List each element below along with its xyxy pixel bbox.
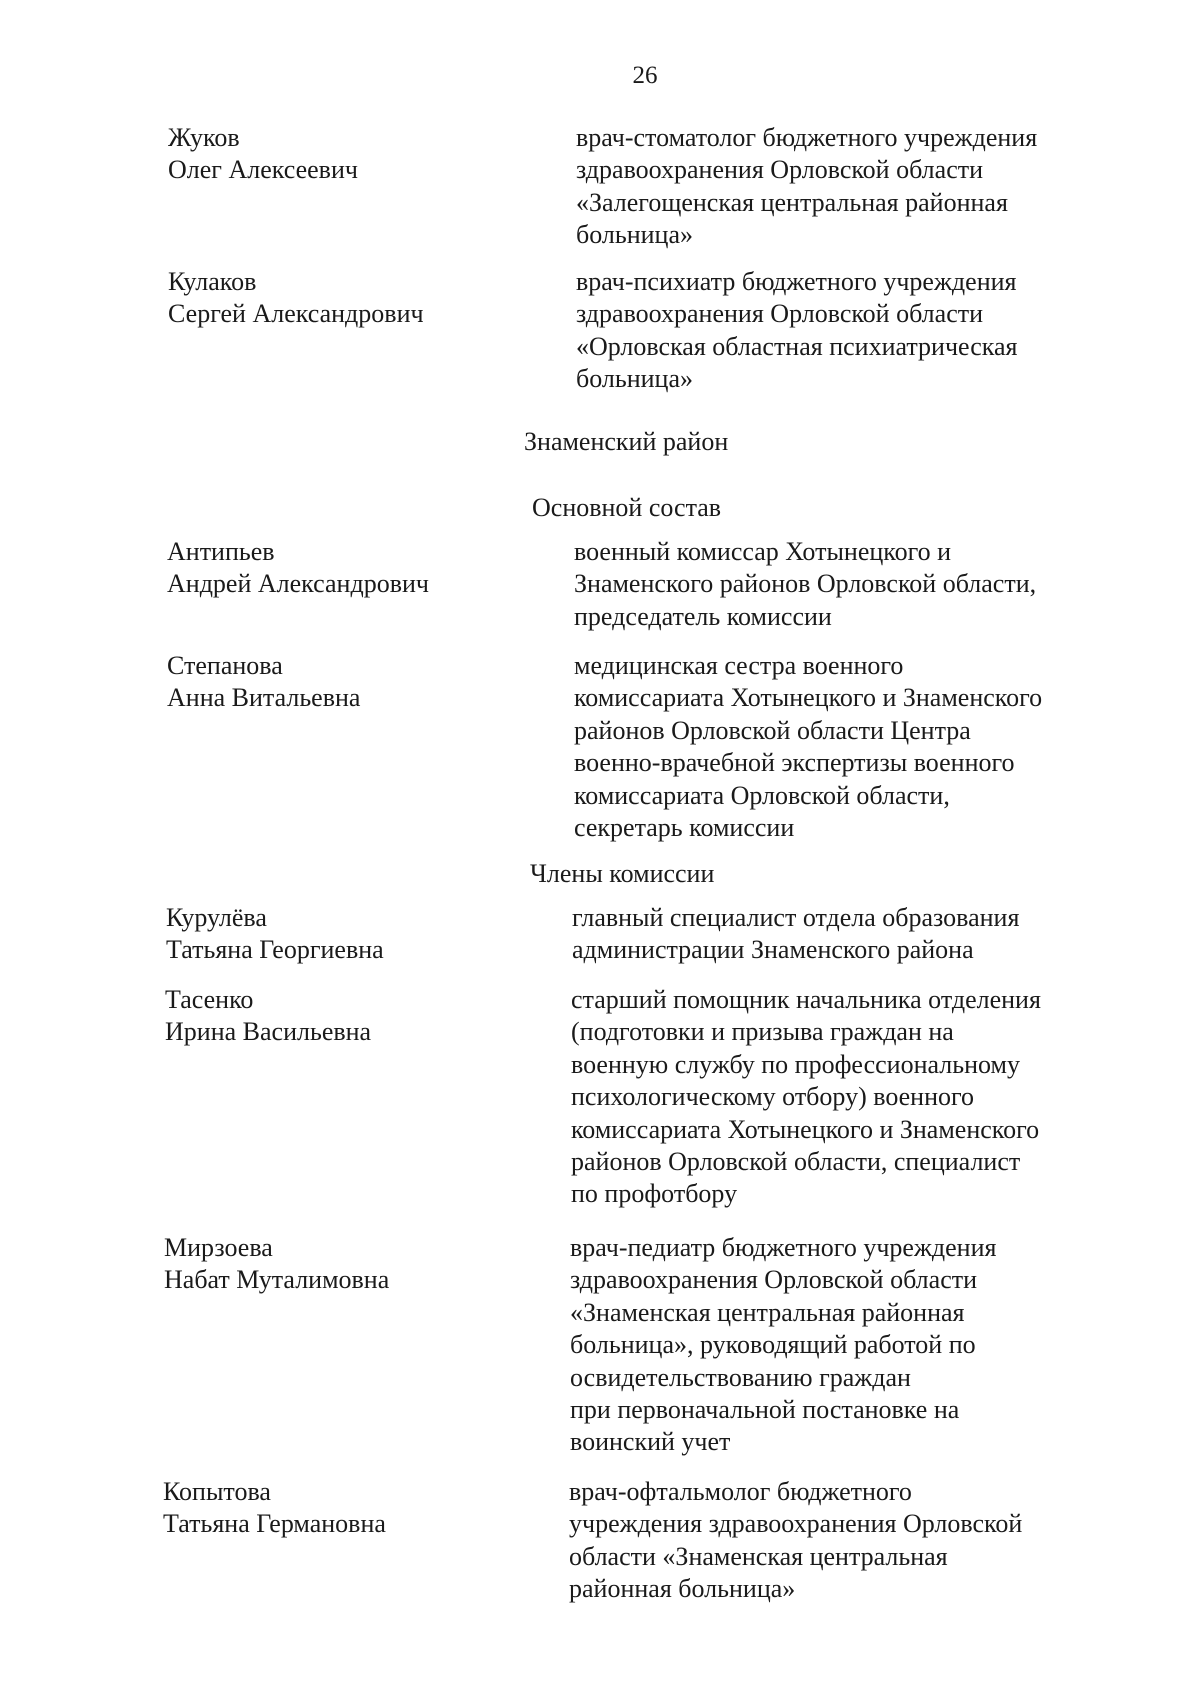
position-line: секретарь комиссии: [574, 813, 795, 843]
position-line: «Залегощенская центральная районная: [576, 187, 1008, 217]
position-line: по профотбору: [571, 1179, 738, 1209]
given-names: Анна Витальевна: [167, 683, 361, 713]
position-line: районов Орловской области, специалист: [571, 1147, 1021, 1177]
given-names: Татьяна Георгиевна: [166, 935, 384, 965]
member-name-antipyev: [167, 536, 429, 601]
position-line: военный комиссар Хотынецкого и: [574, 537, 952, 566]
position-line: учреждения здравоохранения Орловской: [569, 1509, 1023, 1539]
position-line: главный специалист отдела образования: [572, 903, 1020, 932]
surname: Степанова: [167, 651, 283, 680]
position-line: больница»: [576, 364, 693, 394]
position-line: больница», руководящий работой по: [570, 1330, 976, 1360]
position-line: комиссариата Орловской области,: [574, 780, 950, 810]
position-line: здравоохранения Орловской области: [570, 1265, 978, 1295]
position-line: Знаменского районов Орловской области,: [574, 569, 1037, 599]
given-names: Набат Муталимовна: [164, 1265, 390, 1295]
member-position-mirzoeva: [570, 1232, 996, 1459]
position-line: при первоначальной постановке на: [570, 1395, 960, 1425]
position-line: освидетельствованию граждан: [570, 1362, 911, 1392]
member-name-zhukov: [168, 122, 358, 187]
position-line: врач-офтальмолог бюджетного: [569, 1477, 912, 1506]
member-position-kuruleva: [572, 902, 1019, 967]
member-position-kopytova: [569, 1476, 1022, 1606]
surname: Жуков: [168, 123, 240, 152]
member-name-kulakov: [168, 266, 424, 331]
surname: Антипьев: [167, 537, 275, 566]
member-position-stepanova: [574, 650, 1042, 844]
surname: Мирзоева: [164, 1233, 273, 1262]
member-position-antipyev: [574, 536, 1036, 633]
position-line: здравоохранения Орловской области: [576, 299, 984, 329]
position-line: (подготовки и призыва граждан на: [571, 1017, 954, 1047]
surname: Тасенко: [165, 985, 254, 1014]
position-line: «Орловская областная психиатрическая: [576, 331, 1018, 361]
position-line: военную службу по профессиональному: [571, 1049, 1020, 1079]
position-line: старший помощник начальника отделения: [571, 985, 1041, 1014]
position-line: врач-педиатр бюджетного учреждения: [570, 1233, 997, 1262]
surname: Курулёва: [166, 903, 267, 932]
member-name-kopytova: [163, 1476, 386, 1541]
member-name-tasenko: [165, 984, 371, 1049]
given-names: Андрей Александрович: [167, 569, 429, 599]
position-line: психологическому отбору) военного: [571, 1082, 975, 1112]
position-line: председатель комиссии: [574, 601, 832, 631]
member-name-mirzoeva: [164, 1232, 389, 1297]
page-number: 26: [632, 62, 658, 89]
member-position-tasenko: [571, 984, 1041, 1211]
member-position-zhukov: [576, 122, 1037, 252]
position-line: администрации Знаменского района: [572, 935, 974, 965]
position-line: комиссариата Хотынецкого и Знаменского: [571, 1114, 1040, 1144]
surname: Копытова: [163, 1477, 271, 1506]
position-line: врач-психиатр бюджетного учреждения: [576, 267, 1017, 296]
members-heading: Члены комиссии: [530, 859, 715, 888]
position-line: комиссариата Хотынецкого и Знаменского: [574, 683, 1043, 713]
position-line: больница»: [576, 220, 693, 250]
position-line: районная больница»: [569, 1574, 796, 1604]
main-composition-heading: Основной состав: [532, 493, 722, 522]
district-heading: Знаменский район: [524, 427, 729, 456]
position-line: области «Знаменская центральная: [569, 1541, 948, 1571]
position-line: воинский учет: [570, 1427, 731, 1457]
position-line: районов Орловской области Центра: [574, 715, 971, 745]
given-names: Сергей Александрович: [168, 299, 424, 329]
surname: Кулаков: [168, 267, 257, 296]
position-line: медицинская сестра военного: [574, 651, 904, 680]
member-name-stepanova: [167, 650, 360, 715]
given-names: Олег Алексеевич: [168, 155, 358, 185]
position-line: врач-стоматолог бюджетного учреждения: [576, 123, 1038, 152]
given-names: Ирина Васильевна: [165, 1017, 372, 1047]
given-names: Татьяна Германовна: [163, 1509, 386, 1539]
member-position-kulakov: [576, 266, 1018, 396]
member-name-kuruleva: [166, 902, 384, 967]
position-line: здравоохранения Орловской области: [576, 155, 984, 185]
position-line: военно-врачебной экспертизы военного: [574, 748, 1015, 778]
position-line: «Знаменская центральная районная: [570, 1297, 965, 1327]
